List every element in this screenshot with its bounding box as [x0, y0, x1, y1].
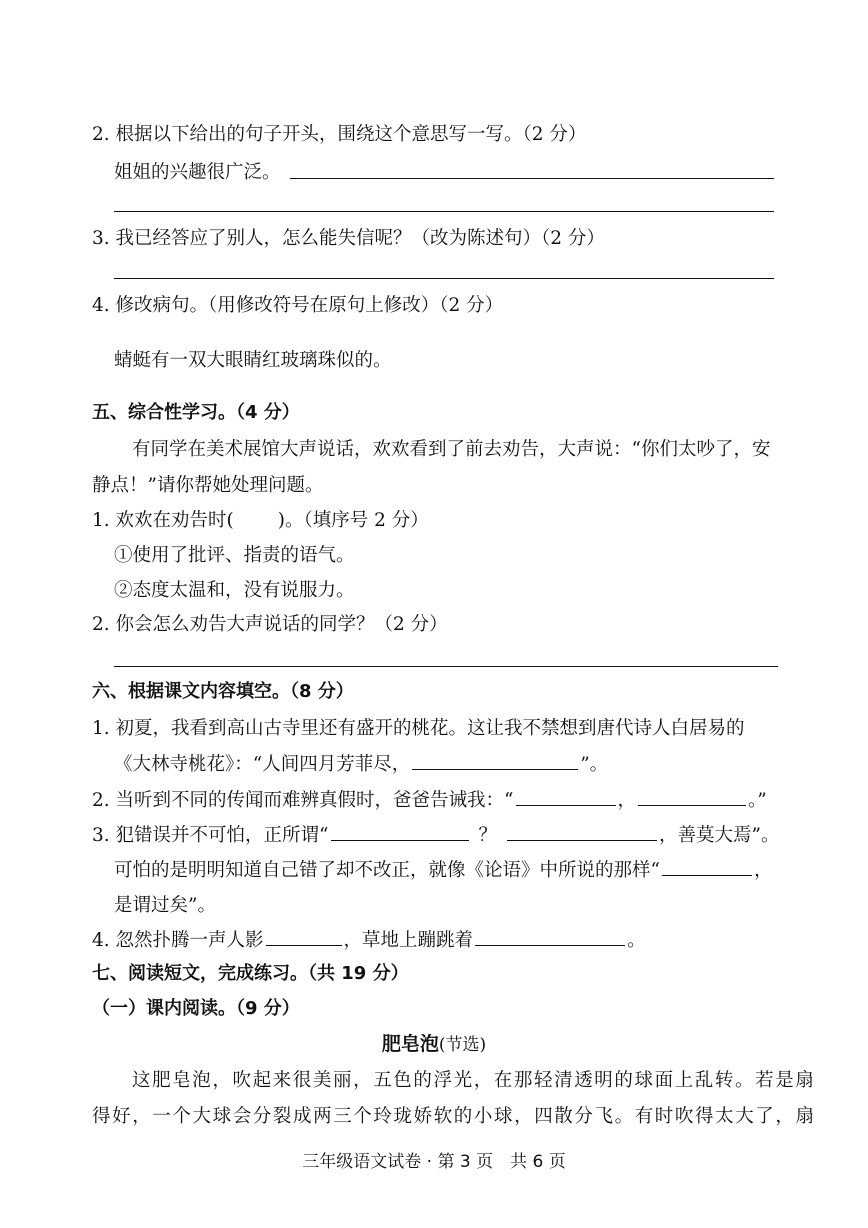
prompt-text: 姐姐的兴趣很广泛。 [114, 162, 281, 183]
answer-line[interactable] [114, 666, 778, 667]
question-5-1 [92, 507, 788, 535]
question-6-3-line3: 是谓过矣”。 [114, 895, 216, 916]
fill-blank[interactable] [331, 822, 469, 841]
question-4-2: 2. 根据以下给出的句子开头，围绕这个意思写一写。（2 分） [92, 124, 587, 145]
q-text: 。 [627, 930, 646, 951]
q-text: 2. 当听到不同的传闻而难辨真假时，爸爸告诫我：“ [92, 790, 514, 811]
question-6-1-line2 [114, 751, 788, 779]
question-6-1-line1: 1. 初夏，我看到高山古寺里还有盛开的桃花。这让我不禁想到唐代诗人白居易的 [92, 718, 745, 739]
question-6-3-line2 [114, 857, 788, 885]
question-5-2: 2. 你会怎么劝告大声说话的同学？（2 分） [92, 614, 448, 635]
option-2: ②态度太温和，没有说服力。 [114, 580, 355, 601]
option-1: ①使用了批评、指责的语气。 [114, 545, 355, 566]
q-text: 《大林寺桃花》：“人间四月芳菲尽， [114, 754, 411, 775]
q-text: 4. 忽然扑腾一声人影 [92, 930, 264, 951]
q-text: ”。 [580, 754, 609, 775]
fill-blank[interactable] [662, 857, 752, 876]
q-text: )。（填序号 2 分） [277, 510, 429, 531]
answer-line[interactable] [290, 178, 774, 179]
q-text: 3. 犯错误并不可怕，正所谓“ [92, 825, 329, 846]
section-6-heading: 六、根据课文内容填空。（8 分） [92, 681, 354, 702]
fill-blank[interactable] [516, 787, 616, 806]
question-6-2 [92, 787, 788, 815]
fill-blank[interactable] [266, 927, 342, 946]
question-6-4 [92, 927, 788, 955]
question-4-3: 3. 我已经答应了别人，怎么能失信呢？（改为陈述句）（2 分） [92, 228, 605, 249]
q-text: ， [617, 790, 637, 811]
passage-title-text: 肥皂泡 [381, 1033, 439, 1055]
section-7-heading: 七、阅读短文，完成练习。（共 19 分） [92, 963, 409, 984]
question-4-2-prompt [114, 159, 788, 187]
section-5-heading: 五、综合性学习。（4 分） [92, 402, 300, 423]
passage-title-note: (节选) [438, 1035, 487, 1055]
passage-title [0, 1030, 868, 1059]
q-text: ，草地上蹦跳着 [343, 930, 474, 951]
q-text: 。” [748, 790, 767, 811]
fill-blank[interactable] [507, 822, 657, 841]
page-footer: 三年级语文试卷 · 第 3 页 共 6 页 [302, 1152, 566, 1172]
question-4-4: 4. 修改病句。（用修改符号在原句上修改）（2 分） [92, 295, 504, 316]
q-text: 1. 欢欢在劝告时( [92, 510, 234, 531]
section-5-intro-2: 静点！”请你帮她处理问题。 [92, 475, 324, 496]
passage-line-2: 得好，一个大球会分裂成两三个玲珑娇软的小球，四散分飞。有时吹得太大了，扇 [92, 1106, 816, 1127]
q-text: 可怕的是明明知道自己错了却不改正，就像《论语》中所说的那样“ [114, 860, 660, 881]
question-6-3 [92, 822, 788, 850]
fill-blank[interactable] [475, 927, 625, 946]
fill-blank[interactable] [412, 751, 578, 770]
q-text: ，善莫大焉”。 [659, 825, 780, 846]
section-7-sub-heading: （一）课内阅读。（9 分） [92, 998, 300, 1019]
section-5-intro-1: 有同学在美术展馆大声说话，欢欢看到了前去劝告，大声说：“你们太吵了，安 [132, 439, 771, 460]
fill-blank[interactable] [638, 787, 746, 806]
passage-line-1: 这肥皂泡，吹起来很美丽，五色的浮光，在那轻清透明的球面上乱转。若是扇 [132, 1070, 816, 1091]
q-text: ？ [478, 825, 498, 846]
answer-line[interactable] [114, 278, 774, 279]
sentence-to-correct: 蜻蜓有一双大眼睛红玻璃珠似的。 [114, 350, 392, 371]
q-text: ， [753, 860, 773, 881]
answer-line[interactable] [114, 211, 774, 212]
